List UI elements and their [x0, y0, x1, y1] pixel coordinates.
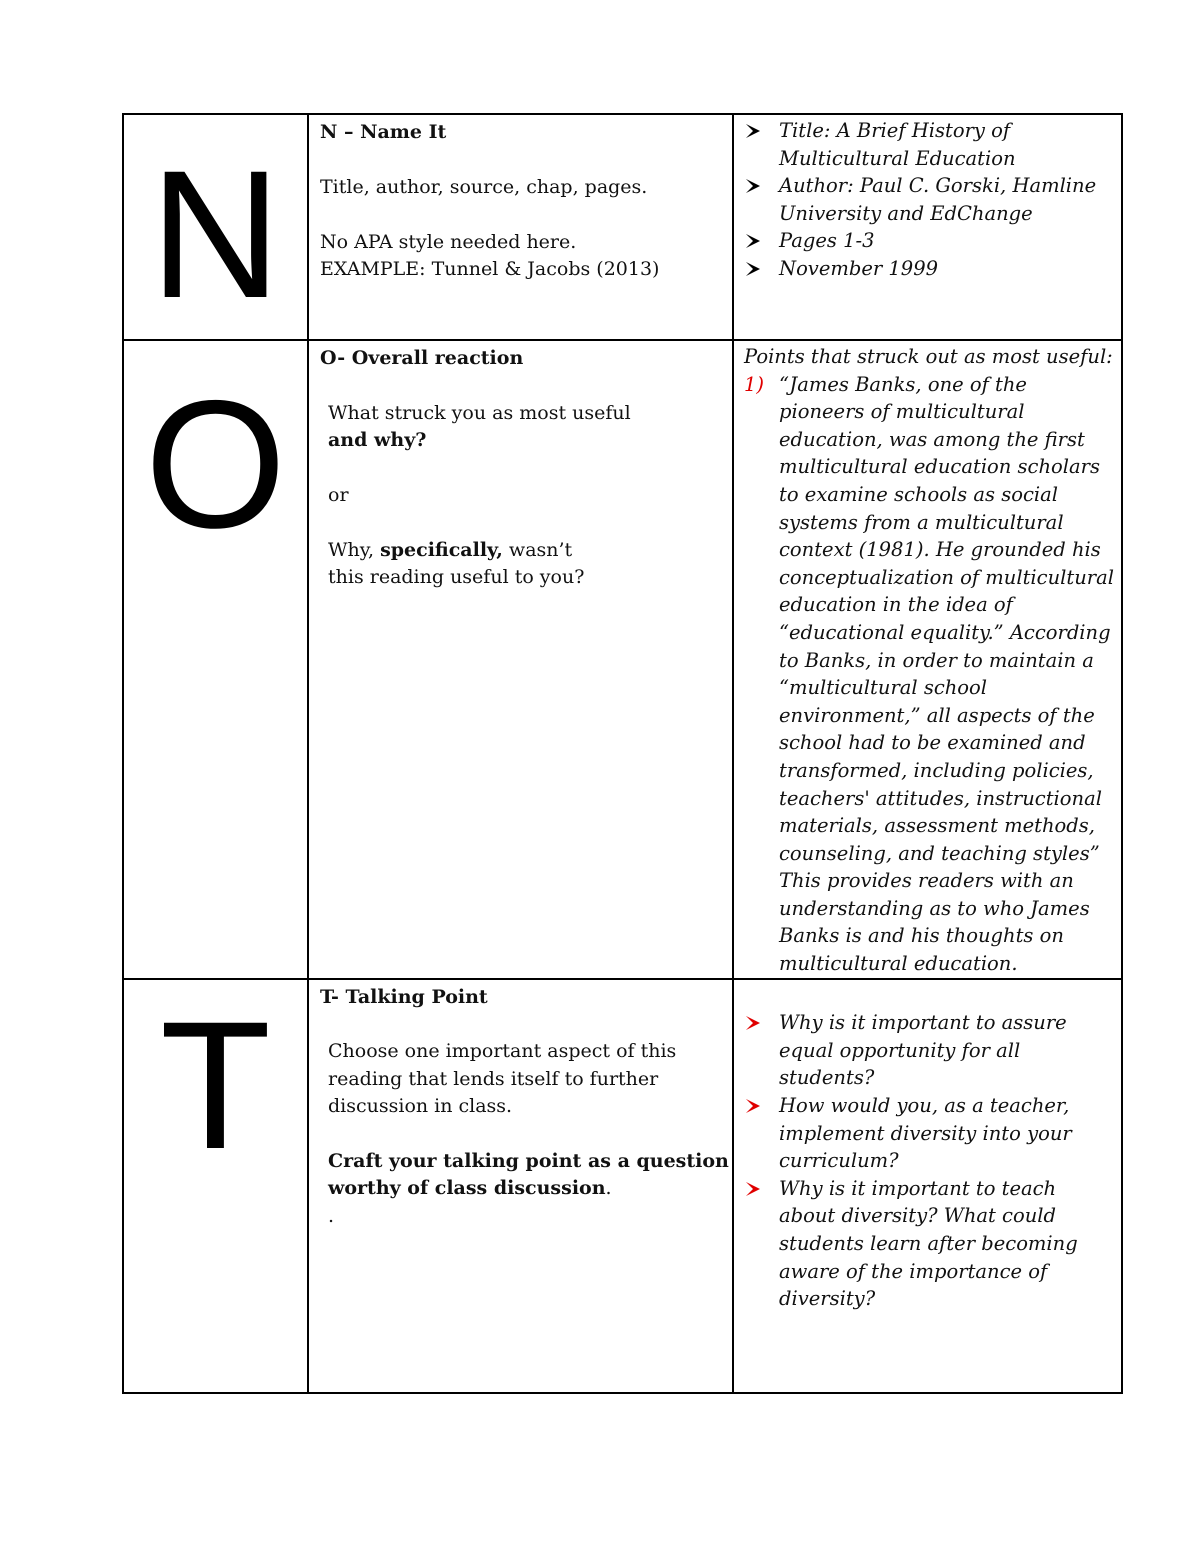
row-talking-point	[123, 979, 1122, 1393]
not-worksheet-table	[122, 113, 1123, 1394]
letter-o: O	[144, 362, 287, 566]
list-number: 1)	[744, 372, 765, 396]
arrow-bullet-icon	[746, 1016, 760, 1030]
list-item: How would you, as a teacher, implement diversity into your curriculum?	[744, 1092, 1115, 1175]
overall-answer-text: “James Banks, one of the pioneers of multicultural education, was among the first multicultural education scholars to examine schools as social systems from a multicultural context (1981). He grounded his conceptualization of multicultural education in the idea of “educational equality.” According to Banks, in order to maintain a “multicultural school environment,” all aspects of the school had to be examined and transformed, including policies, teachers' attitudes, instructional materials, assessment methods, counseling, and teaching styles” This provides readers with an understanding as to who James Banks is and his thoughts on multicultural education.	[779, 372, 1114, 976]
talking-answer-list	[744, 1009, 1115, 1313]
row-name-it	[123, 114, 1122, 340]
list-item: Author: Paul C. Gorski, Hamline University and EdChange	[744, 172, 1115, 227]
arrow-bullet-icon	[746, 124, 760, 138]
name-it-line-3: EXAMPLE: Tunnel & Jacobs (2013)	[320, 258, 660, 280]
arrow-bullet-icon	[746, 1182, 760, 1196]
name-it-answer-cell	[733, 114, 1122, 340]
list-item: Why is it important to assure equal opportunity for all students?	[744, 1009, 1115, 1092]
talking-answer-cell	[733, 979, 1122, 1393]
overall-question-2-cont: this reading useful to you?	[328, 566, 585, 589]
arrow-bullet-icon	[746, 1099, 760, 1113]
list-item	[744, 371, 1115, 978]
name-it-line-1: Title, author, source, chap, pages.	[320, 175, 648, 198]
list-item: November 1999	[744, 255, 1115, 283]
letter-cell-o	[123, 340, 308, 979]
overall-or: or	[328, 484, 349, 506]
arrow-bullet-icon	[746, 234, 760, 248]
list-item: Why is it important to teach about diversity? What could students learn after becoming aware of the importance of diversity?	[744, 1175, 1115, 1313]
talking-prompt-cell	[308, 979, 733, 1393]
name-it-prompt-cell	[308, 114, 733, 340]
overall-heading: O- Overall reaction	[320, 347, 524, 369]
talking-instruction-2: Craft your talking point as a question worthy of class discussion.	[328, 1150, 729, 1200]
row-overall-reaction	[123, 340, 1122, 979]
arrow-bullet-icon	[746, 262, 760, 276]
overall-question-1b: and why?	[328, 429, 427, 452]
letter-cell-t	[123, 979, 308, 1393]
letter-n: N	[149, 132, 282, 336]
arrow-bullet-icon	[746, 179, 760, 193]
overall-question-2: Why, specifically, wasn’t	[328, 538, 573, 561]
list-item: Pages 1-3	[744, 227, 1115, 255]
letter-t: T	[159, 982, 272, 1187]
talking-heading: T- Talking Point	[320, 985, 488, 1008]
talking-dot: .	[328, 1204, 335, 1227]
list-item: Title: A Brief History of Multicultural Education	[744, 117, 1115, 172]
letter-cell-n	[123, 114, 308, 340]
overall-answer-intro: Points that struck out as most useful:	[744, 345, 1113, 368]
talking-instruction-1: Choose one important aspect of this reading that lends itself to further discussion in class.	[328, 1040, 677, 1118]
overall-answer-cell	[733, 340, 1122, 979]
name-it-line-2: No APA style needed here.	[320, 230, 577, 253]
name-it-answer-list	[744, 117, 1115, 283]
name-it-heading: N – Name It	[320, 121, 447, 143]
overall-prompt-cell	[308, 340, 733, 979]
overall-question-1a: What struck you as most useful	[328, 401, 631, 424]
